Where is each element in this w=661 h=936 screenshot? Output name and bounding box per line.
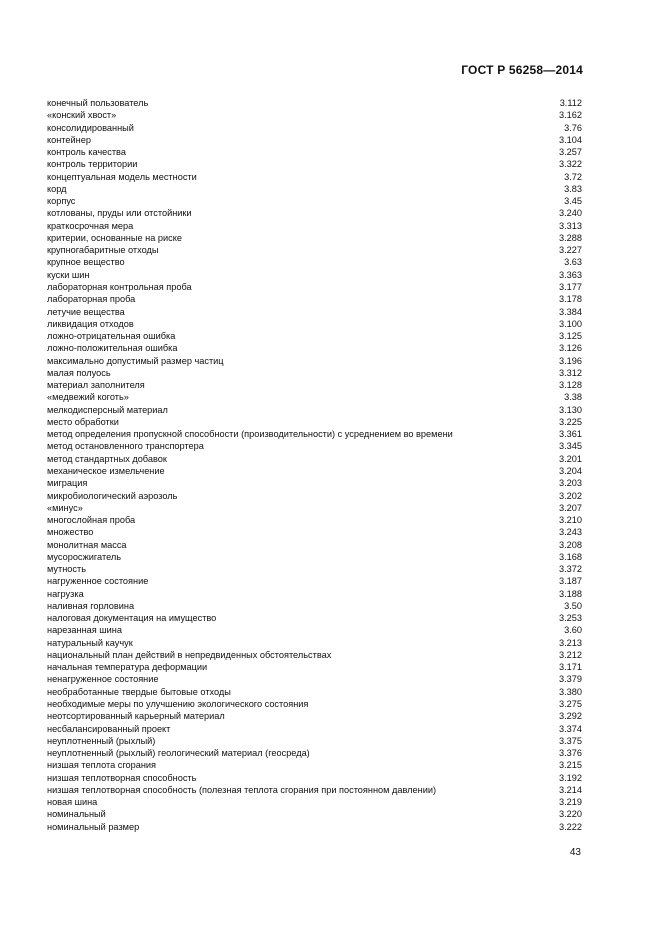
index-reference: 3.214 [559,784,582,795]
index-entry [47,600,582,612]
index-reference: 3.203 [559,478,582,489]
index-entry [47,379,582,391]
document-header: ГОСТ Р 56258—2014 [461,63,583,77]
index-reference: 3.380 [559,686,582,697]
index-term: начальная температура деформации [47,662,208,673]
index-term: «медвежий коготь» [47,392,129,403]
index-entry [47,195,582,207]
index-term: лабораторная проба [47,294,136,305]
index-entry [47,134,582,146]
index-entry [47,293,582,305]
index-term: концептуальная модель местности [47,171,197,182]
index-entry [47,171,582,183]
index-reference: 3.376 [559,748,582,759]
index-entry [47,539,582,551]
index-entry [47,146,582,158]
index-term: наливная горловина [47,600,135,611]
index-entry [47,784,582,796]
index-entry [47,183,582,195]
index-term: метод стандартных добавок [47,453,167,464]
index-entry [47,355,582,367]
index-entry [47,490,582,502]
index-entry [47,440,582,452]
index-term: национальный план действий в непредвиденных обстоятельствах [47,649,332,660]
index-term: максимально допустимый размер частиц [47,355,224,366]
index-entry [47,220,582,232]
index-entry [47,244,582,256]
index-entry [47,477,582,489]
index-entry [47,207,582,219]
index-reference: 3.177 [559,281,582,292]
index-entry [47,391,582,403]
index-reference: 3.372 [559,564,582,575]
index-reference: 3.215 [559,760,582,771]
index-term: конечный пользователь [47,98,149,108]
index-term: критерии, основанные на риске [47,232,182,243]
index-reference: 3.222 [559,821,582,832]
index-reference: 3.253 [559,613,582,624]
index-entry [47,109,582,121]
index-entry [47,759,582,771]
index-reference: 3.210 [559,515,582,526]
term-index-list [47,97,582,833]
index-entry [47,122,582,134]
index-reference: 3.171 [559,662,582,673]
index-term: многослойная проба [47,515,136,526]
index-reference: 3.227 [559,245,582,256]
index-reference: 3.130 [559,404,582,415]
index-term: несбалансированный проект [47,723,171,734]
index-reference: 3.202 [559,490,582,501]
index-entry [47,723,582,735]
index-reference: 3.288 [559,232,582,243]
index-term: нарезанная шина [47,625,122,636]
index-term: крупное вещество [47,257,125,268]
index-term: монолитная масса [47,539,127,550]
index-reference: 3.201 [559,453,582,464]
index-term: ликвидация отходов [47,318,134,329]
index-term: натуральный каучук [47,637,133,648]
index-reference: 3.243 [559,527,582,538]
index-term: ложно-положительная ошибка [47,343,178,354]
index-term: низшая теплота сгорания [47,760,157,771]
index-term: новая шина [47,797,98,808]
index-reference: 3.83 [564,183,582,194]
index-entry [47,502,582,514]
index-reference: 3.384 [559,306,582,317]
index-term: летучие вещества [47,306,125,317]
index-reference: 3.162 [559,110,582,121]
index-entry [47,367,582,379]
index-entry [47,698,582,710]
index-reference: 3.257 [559,147,582,158]
index-entry [47,551,582,563]
index-reference: 3.220 [559,809,582,820]
index-entry [47,686,582,698]
index-reference: 3.240 [559,208,582,219]
index-entry [47,649,582,661]
index-term: неуплотненный (рыхлый) [47,735,156,746]
index-entry [47,612,582,624]
index-term: необработанные твердые бытовые отходы [47,686,231,697]
index-entry [47,306,582,318]
index-reference: 3.292 [559,711,582,722]
index-reference: 3.168 [559,551,582,562]
index-entry [47,232,582,244]
index-reference: 3.112 [559,98,582,108]
index-entry [47,97,582,109]
index-entry [47,281,582,293]
index-term: номинальный размер [47,821,140,832]
index-term: низшая теплотворная способность (полезная теплота сгорания при постоянном давлении) [47,784,437,795]
index-term: ложно-отрицательная ошибка [47,331,176,342]
index-entry [47,661,582,673]
index-reference: 3.225 [559,416,582,427]
index-entry [47,465,582,477]
index-entry [47,158,582,170]
index-reference: 3.196 [559,355,582,366]
index-reference: 3.63 [564,257,582,268]
index-reference: 3.379 [559,674,582,685]
index-reference: 3.38 [564,392,582,403]
index-entry [47,772,582,784]
index-reference: 3.100 [559,318,582,329]
index-term: котлованы, пруды или отстойники [47,208,192,219]
index-entry [47,416,582,428]
index-term: номинальный [47,809,106,820]
index-entry [47,256,582,268]
index-term: налоговая документация на имущество [47,613,217,624]
index-entry [47,526,582,538]
index-term: нагруженное состояние [47,576,149,587]
index-term: неотсортированный карьерный материал [47,711,225,722]
index-entry [47,514,582,526]
index-reference: 3.45 [564,196,582,207]
index-term: корпус [47,196,76,207]
index-reference: 3.207 [559,502,582,513]
index-entry [47,342,582,354]
index-term: материал заполнителя [47,380,145,391]
index-entry [47,747,582,759]
index-term: механическое измельчение [47,465,165,476]
index-reference: 3.192 [559,772,582,783]
index-reference: 3.219 [559,797,582,808]
index-entry [47,710,582,722]
index-term: мелкодисперсный материал [47,404,168,415]
index-reference: 3.178 [559,294,582,305]
index-entry [47,673,582,685]
index-reference: 3.275 [559,699,582,710]
index-reference: 3.72 [564,171,582,182]
index-reference: 3.361 [559,429,582,440]
index-term: ненагруженное состояние [47,674,159,685]
index-term: «конский хвост» [47,110,117,121]
index-entry [47,624,582,636]
index-term: метод остановленного транспортера [47,441,204,452]
index-entry [47,318,582,330]
index-entry [47,428,582,440]
index-reference: 3.363 [559,269,582,280]
index-term: множество [47,527,94,538]
index-entry [47,821,582,833]
index-reference: 3.50 [564,600,582,611]
index-entry [47,588,582,600]
index-term: контейнер [47,134,91,145]
index-reference: 3.188 [559,588,582,599]
index-reference: 3.125 [559,331,582,342]
index-term: консолидированный [47,122,134,133]
index-reference: 3.313 [559,220,582,231]
index-term: нагрузка [47,588,84,599]
index-term: мутность [47,564,86,575]
index-reference: 3.76 [564,122,582,133]
index-entry [47,453,582,465]
index-reference: 3.128 [559,380,582,391]
index-term: корд [47,183,67,194]
index-reference: 3.204 [559,465,582,476]
index-entry [47,330,582,342]
index-entry [47,563,582,575]
index-reference: 3.126 [559,343,582,354]
index-term: миграция [47,478,88,489]
index-term: лабораторная контрольная проба [47,281,192,292]
index-reference: 3.374 [559,723,582,734]
index-term: мусоросжигатель [47,551,122,562]
index-term: неуплотненный (рыхлый) геологический материал (геосреда) [47,748,310,759]
index-entry [47,404,582,416]
index-entry [47,735,582,747]
index-term: необходимые меры по улучшению экологического состояния [47,699,309,710]
index-term: контроль территории [47,159,138,170]
index-entry [47,796,582,808]
index-reference: 3.312 [559,367,582,378]
index-term: малая полуось [47,367,111,378]
index-term: «минус» [47,502,83,513]
index-term: куски шин [47,269,90,280]
index-entry [47,269,582,281]
index-reference: 3.212 [559,649,582,660]
index-reference: 3.187 [559,576,582,587]
index-term: микробиологический аэрозоль [47,490,178,501]
index-reference: 3.60 [564,625,582,636]
index-term: крупногабаритные отходы [47,245,159,256]
index-reference: 3.104 [559,134,582,145]
index-reference: 3.322 [559,159,582,170]
index-reference: 3.375 [559,735,582,746]
index-reference: 3.213 [559,637,582,648]
index-term: метод определения пропускной способности (производительности) с усреднением во времени [47,429,453,440]
index-term: контроль качества [47,147,126,158]
index-entry [47,575,582,587]
index-term: низшая теплотворная способность [47,772,197,783]
index-term: краткосрочная мера [47,220,134,231]
page-number: 43 [569,847,581,858]
index-entry [47,637,582,649]
index-entry [47,808,582,820]
index-term: место обработки [47,416,119,427]
index-reference: 3.345 [559,441,582,452]
index-reference: 3.208 [559,539,582,550]
